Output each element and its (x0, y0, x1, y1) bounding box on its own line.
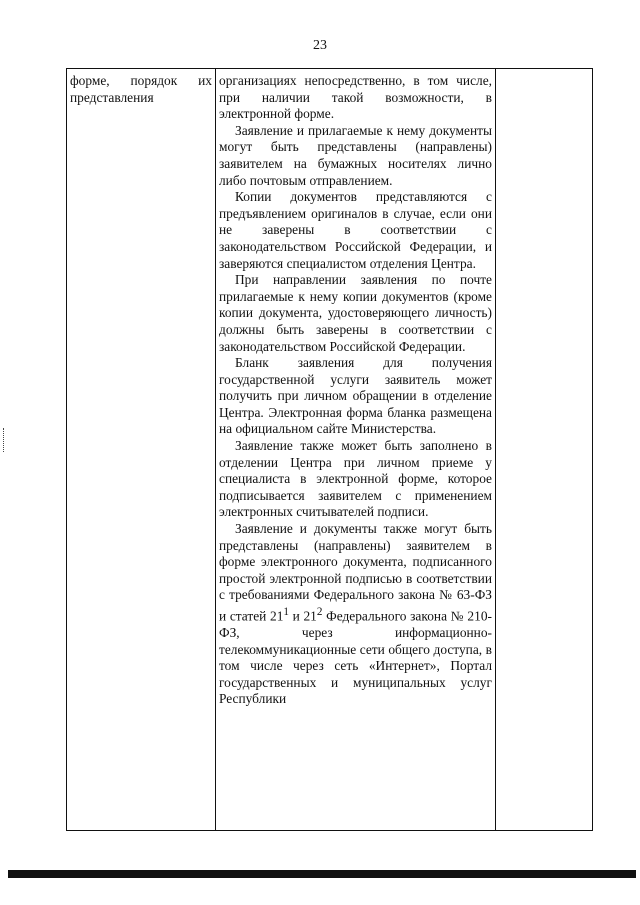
bottom-rule (8, 870, 636, 878)
paragraph-text: и 21 (288, 608, 317, 624)
label-cell (67, 69, 216, 831)
page-number: 23 (313, 38, 327, 53)
paragraph-text: Заявление и документы также могут быть представлены (направлены) заявителем в форме электронного документа, подписанного простой электронной подписью в соответствии с требованиями Федерального закона № 63-ФЗ и статей 21 (219, 521, 492, 624)
paragraph-text: Федерального закона № 210-ФЗ, через информационно-телекоммуникационные сети общего доступа, в том числе через сеть «Интернет», Портал государственных и муниципальных услуг Республики (219, 608, 492, 707)
paragraph: Заявление и прилагаемые к нему документы могут быть представлены (направлены) заявителем на бумажных носителях лично либо почтовым отправлением. (219, 122, 492, 188)
table-row (67, 69, 593, 831)
paragraph: Бланк заявления для получения государственной услуги заявитель может получить при личном обращении в отделение Центра. Электронная форма бланка размещена на официальном сайте Министерства. (219, 355, 492, 437)
paragraph: Копии документов представляются с предъявлением оригиналов в случае, если они не заверены в соответствии с законодательством Российской Федерации, и заверяются специалистом отделения Центра. (219, 189, 492, 271)
margin-mark (3, 428, 6, 452)
label-cell-text: форме, порядок их представления (70, 73, 212, 105)
document-table (66, 68, 593, 831)
superscript: 1 (283, 606, 289, 618)
paragraph: При направлении заявления по почте прилагаемые к нему копии документов (кроме копии документа, удостоверяющего личность) должны быть заверены в соответствии с законодательством Российской Федерации. (219, 272, 492, 354)
content-cell (216, 69, 496, 831)
empty-cell (496, 69, 593, 831)
paragraph-last (219, 521, 492, 708)
superscript: 2 (316, 606, 323, 618)
paragraph: Заявление также может быть заполнено в отделении Центра при личном приеме у специалиста в электронной форме, которое подписывается заявителем с применением электронных считывателей подписи. (219, 438, 492, 520)
paragraph: организациях непосредственно, в том числе, при наличии такой возможности, в электронной форме. (219, 73, 492, 122)
